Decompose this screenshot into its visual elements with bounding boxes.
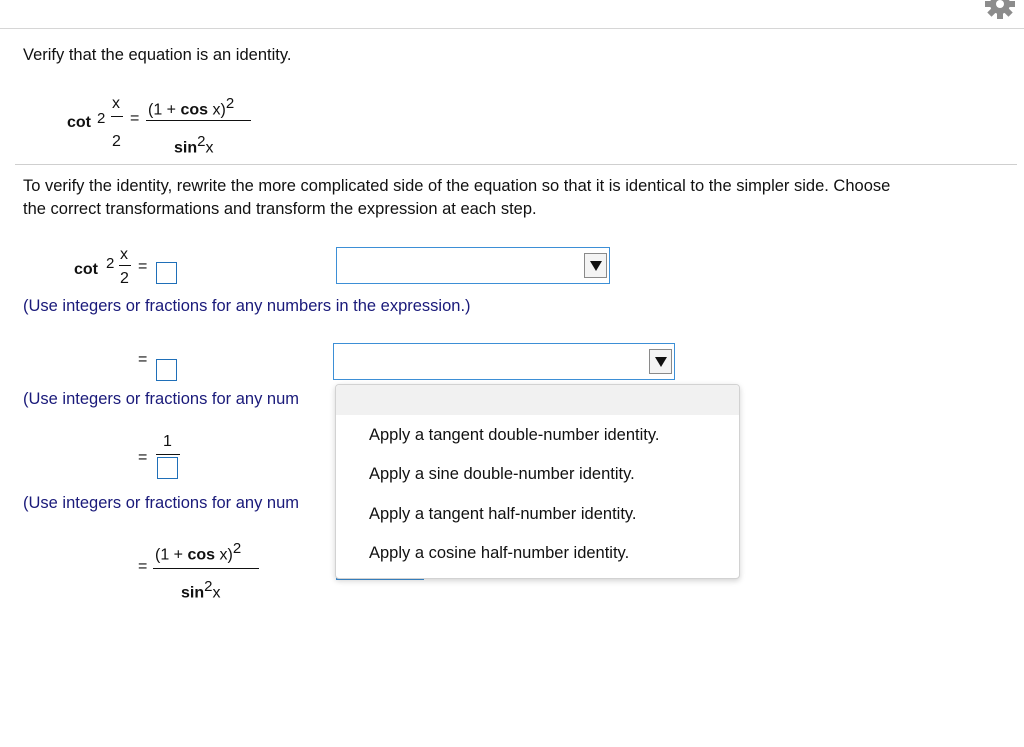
step4-den-func: sin xyxy=(181,584,205,602)
lhs-func: cot xyxy=(67,114,91,131)
step1-answer-box[interactable] xyxy=(156,262,177,284)
equals-sign: = xyxy=(130,110,140,127)
step1-fraction-bar xyxy=(119,265,131,266)
lhs-fraction-bar xyxy=(111,116,123,117)
step3-fraction-bar xyxy=(156,454,180,455)
rhs-num-exponent: 2 xyxy=(225,95,235,112)
dropdown-highlight-row[interactable] xyxy=(336,385,739,415)
step2-answer-box[interactable] xyxy=(156,359,177,381)
step4-num-func: cos xyxy=(187,546,216,564)
top-divider xyxy=(0,28,1024,29)
step4-numerator xyxy=(155,540,241,564)
step2-equals: = xyxy=(138,351,148,368)
option-sine-double[interactable]: Apply a sine double-number identity. xyxy=(369,465,635,483)
step4-den-var: x xyxy=(212,584,221,602)
explanation-line-2: the correct transformations and transform the expression at each step. xyxy=(23,200,537,218)
step4-num-open: (1 + xyxy=(155,546,188,564)
rhs-numerator xyxy=(148,95,234,119)
step1-hint: (Use integers or fractions for any numbers in the expression.) xyxy=(23,297,471,315)
step1-lhs-denominator: 2 xyxy=(120,270,129,287)
step1-equals: = xyxy=(138,258,148,275)
step1-lhs-func: cot xyxy=(74,261,98,278)
step1-lhs-exponent: 2 xyxy=(106,255,115,272)
lhs-denominator: 2 xyxy=(112,133,121,150)
rhs-num-open: (1 + xyxy=(148,101,181,119)
reason-dropdown-menu[interactable] xyxy=(335,384,740,579)
step4-num-close: x) xyxy=(215,546,233,564)
prompt-text: Verify that the equation is an identity. xyxy=(23,46,292,64)
step3-hint: (Use integers or fractions for any num xyxy=(23,494,300,512)
lhs-numerator: x xyxy=(112,95,120,112)
lhs-exponent: 2 xyxy=(97,110,106,127)
option-cosine-half[interactable]: Apply a cosine half-number identity. xyxy=(369,544,630,562)
step4-den-exponent: 2 xyxy=(204,578,213,595)
step4-denominator xyxy=(181,578,220,602)
option-tangent-double[interactable]: Apply a tangent double-number identity. xyxy=(369,426,660,444)
step2-hint: (Use integers or fractions for any num xyxy=(23,390,300,408)
step3-answer-box[interactable] xyxy=(157,457,178,479)
rhs-den-var: x xyxy=(205,139,214,157)
section-divider xyxy=(15,164,1017,165)
step3-equals: = xyxy=(138,449,148,466)
rhs-fraction-bar xyxy=(146,120,251,121)
dropdown-arrow-icon[interactable] xyxy=(649,349,672,374)
step3-numerator: 1 xyxy=(163,433,172,450)
step4-fraction-bar xyxy=(153,568,259,569)
step4-equals: = xyxy=(138,558,148,575)
rhs-num-close: x) xyxy=(208,101,226,119)
step1-reason-select[interactable] xyxy=(336,247,610,284)
step1-lhs-numerator: x xyxy=(120,246,128,263)
gear-icon[interactable] xyxy=(984,0,1016,20)
step4-num-exponent: 2 xyxy=(232,540,242,557)
step2-reason-select[interactable] xyxy=(333,343,675,380)
rhs-den-func: sin xyxy=(174,139,198,157)
rhs-den-exponent: 2 xyxy=(197,133,206,150)
dropdown-arrow-icon[interactable] xyxy=(584,253,607,278)
option-tangent-half[interactable]: Apply a tangent half-number identity. xyxy=(369,505,637,523)
rhs-denominator xyxy=(174,133,213,157)
rhs-num-func: cos xyxy=(180,101,209,119)
explanation-line-1: To verify the identity, rewrite the more complicated side of the equation so that it is identical to the simpler side. Choose xyxy=(23,177,891,195)
